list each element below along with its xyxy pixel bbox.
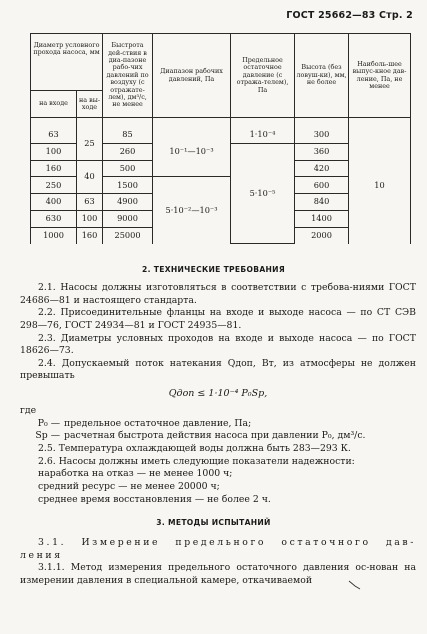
reliability-item-2: средний ресурс — не менее 20000 ч; <box>38 480 220 492</box>
paragraph-2-3: 2.3. Диаметры условных проходов на входе и выходе насоса — по ГОСТ 18626—73. <box>20 332 416 357</box>
height-cell: 360 <box>295 143 349 160</box>
outlet-cell: 160 <box>77 227 103 243</box>
inlet-cell: 63 <box>31 127 77 143</box>
inlet-cell: 100 <box>31 143 77 160</box>
ultimate-cell: 5·10⁻⁵ <box>231 143 295 243</box>
where-p0 <box>20 418 416 431</box>
p0-symbol: P₀ — <box>37 417 60 429</box>
reliability-item-1: наработка на отказ — не менее 1000 ч; <box>38 468 233 480</box>
inlet-cell: 160 <box>31 160 77 177</box>
paragraph-2-4: 2.4. Допускаемый поток натекания Qдоп, Вт, из атмосферы не должен превышать <box>20 357 416 382</box>
range-cell: 5·10⁻²—10⁻³ <box>153 177 231 244</box>
ultimate-cell: 1·10⁻⁴ <box>231 127 295 143</box>
inlet-cell: 400 <box>31 194 77 211</box>
speed-cell: 85 <box>103 127 153 143</box>
paragraph-2-6: 2.6. Насосы должны иметь следующие показатели надежности: <box>38 455 355 467</box>
outlet-cell: 25 <box>77 127 103 160</box>
outlet-cell: 40 <box>77 160 103 194</box>
inlet-cell: 1000 <box>31 227 77 243</box>
speed-cell: 260 <box>103 143 153 160</box>
sp-symbol: Sр — <box>35 430 60 442</box>
where-label: где <box>20 405 37 417</box>
section-2-title: 2. ТЕХНИЧЕСКИЕ ТРЕБОВАНИЯ <box>142 265 285 274</box>
height-cell: 2000 <box>295 227 349 243</box>
paragraph-2-1: 2.1. Насосы должны изготовляться в соответствии с требова-ниями ГОСТ 24686—81 и настоящего стандарта. <box>20 282 416 306</box>
inlet-cell: 630 <box>31 210 77 227</box>
formula-q-allowed: Qдоп ≤ 1·10⁻⁴ P₀Sр, <box>168 388 268 400</box>
section-2-body <box>20 282 416 506</box>
paragraph-3-1: 3.1. Измерение предельного остаточного дав-ления <box>20 537 416 561</box>
section-3-title: 3. МЕТОДЫ ИСПЫТАНИЙ <box>156 518 271 527</box>
p0-description: предельное остаточное давление, Па; <box>64 417 252 429</box>
speed-cell: 9000 <box>103 210 153 227</box>
header-height: Высота (без ловуш-ки), мм, не более <box>295 34 349 118</box>
speed-cell: 500 <box>103 160 153 177</box>
height-cell: 420 <box>295 160 349 177</box>
speed-cell: 1500 <box>103 177 153 194</box>
sp-description: расчетная быстрота действия насоса при давлении P₀, дм³/с. <box>64 430 366 442</box>
header-inlet: на входе <box>31 91 77 118</box>
outlet-cell: 100 <box>77 210 103 227</box>
pump-spec-table <box>30 33 411 244</box>
outlet-cell: 63 <box>77 194 103 211</box>
paragraph-2-5: 2.5. Температура охлаждающей воды должна быть 283—293 К. <box>38 442 351 454</box>
header-backing: Наиболь-шее выпус-кное дав-ление, Па, не менее <box>349 34 411 118</box>
height-cell: 840 <box>295 194 349 211</box>
reliability-item-3: среднее время восстановления — не более 2 ч. <box>38 493 271 505</box>
where-sp <box>20 430 416 443</box>
header-outlet: на вы-ходе <box>77 91 103 118</box>
height-cell: 1400 <box>295 210 349 227</box>
speed-cell: 25000 <box>103 227 153 243</box>
paragraph-2-2: 2.2. Присоединительные фланцы на входе и выходе насоса — по СТ СЭВ 298—76, ГОСТ 24934—81 и ГОСТ 24935—81. <box>20 307 416 331</box>
backing-cell: 10 <box>349 127 411 244</box>
header-speed: Быстрота дей-ствия в диа-пазоне рабо-чих давлений по воздуху (с отражате-лем), дм³/с, не менее <box>103 34 153 118</box>
header-diameter: Диаметр условного прохода насоса, мм <box>31 34 103 91</box>
header-ultimate: Предельное остаточное давление (с отража-телем), Па <box>231 34 295 118</box>
paragraph-3-1-1: 3.1.1. Метод измерения предельного остаточного давления ос-нован на измерении давления в специальной камере, откачиваемой <box>20 562 416 586</box>
pen-mark <box>348 580 362 590</box>
height-cell: 600 <box>295 177 349 194</box>
speed-cell: 4900 <box>103 194 153 211</box>
inlet-cell: 250 <box>31 177 77 194</box>
page-header: ГОСТ 25662—83 Стр. 2 <box>286 10 413 21</box>
height-cell: 300 <box>295 127 349 143</box>
header-range: Диапазон рабочих давлений, Па <box>153 34 231 118</box>
range-cell: 10⁻¹—10⁻³ <box>153 127 231 177</box>
